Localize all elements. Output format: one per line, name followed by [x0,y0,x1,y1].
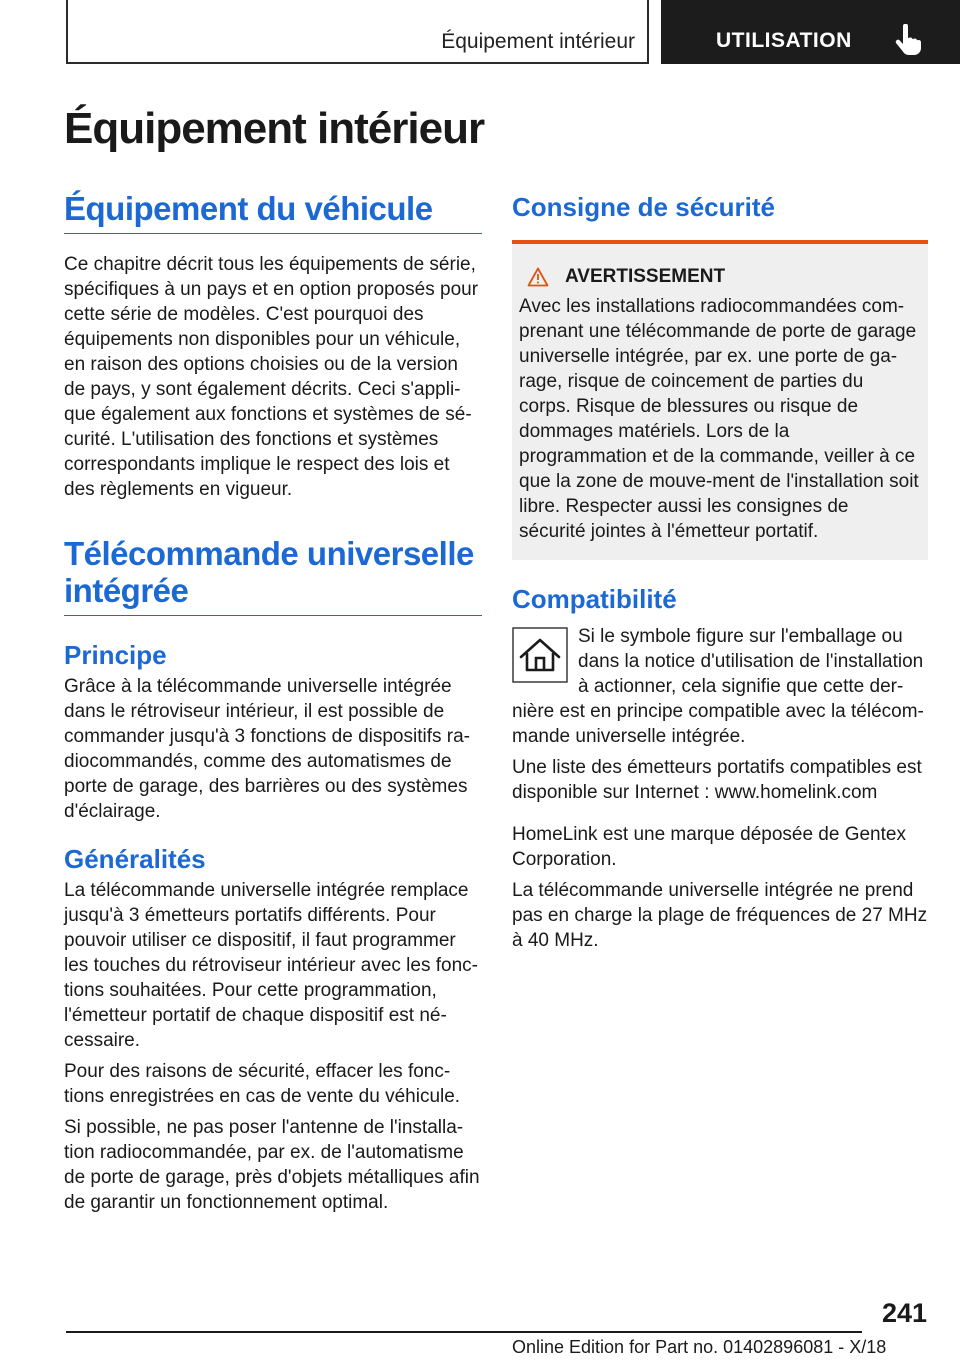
general-heading: Généralités [64,844,206,874]
section-label: Équipement intérieur [441,30,635,53]
frequency-text: La télécommande universelle intégrée ne prend pas en charge la plage de fréquences de 27 MHz à 40 MHz. [512,880,928,951]
safety-heading: Consigne de sécurité [512,192,775,222]
warning-triangle-icon [527,267,549,287]
trademark-text: HomeLink est une marque déposée de Gentex Corporation. [512,824,906,870]
warning-title: AVERTISSEMENT [565,266,726,287]
footer-divider [66,1331,862,1333]
universal-remote-heading: Télécommande universelle intégrée [64,535,482,616]
general-text-2: Pour des raisons de sécurité, effacer les fonc‐tions enregistrées en cas de vente du véhicule. [64,1061,461,1107]
general-text-3: Si possible, ne pas poser l'antenne de l'installa‐tion radiocommandée, par ex. de l'automatisme de porte de garage, près d'objets métalliques afin de garantir un fonctionnement optimal. [64,1117,480,1213]
compatibility-text: Si le symbole figure sur l'emballage ou dans la notice d'utilisation de l'installation à actionner, cela signifie que cette der‐nière est en principe compatible avec la télécom‐mande universelle intégrée. [512,626,924,747]
vehicle-equipment-text: Ce chapitre décrit tous les équipements de série, spécifiques à un pays et en option proposés pour cette série de modèles. C'est pourquoi des équipements non disponibles pour un véhicule, en raison des options choisies ou de la version de pays, y sont également décrits. Ceci s'appli‐que également aux fonctions et systèmes de sé‐curité. L'utilisation des fonctions et systèmes correspondants implique le respect des lois et des règlements en vigueur. [64,254,479,500]
pointing-hand-icon [893,24,923,56]
edition-text: Online Edition for Part no. 01402896081 - X/18 [512,1337,887,1357]
general-text-1: La télécommande universelle intégrée remplace jusqu'à 3 émetteurs portatifs différents. Pour pouvoir utiliser ce dispositif, il faut programmer les touches du rétroviseur intérieur avec les fonc‐tions souhaitées. Pour cette programmation, l'émetteur portatif de chaque dispositif est né‐cessaire. [64,880,478,1051]
section-tab [66,0,649,64]
compatibility-block [512,624,928,749]
page-number: 241 [882,1298,928,1328]
principle-text: Grâce à la télécommande universelle intégrée dans le rétroviseur intérieur, il est possible de commander jusqu'à 3 fonctions de dispositifs ra‐diocommandés, comme des automatismes de porte de garage, des barrières ou des systèmes d'éclairage. [64,676,470,822]
left-column [64,190,482,1215]
warning-text: Avec les installations radiocommandées com‐prenant une télécommande de porte de garage universelle intégrée, par ex. une porte de ga‐rage, risque de coincement de parties du corps. Risque de blessures ou risque de dommages matériels. Lors de la programmation et de la commande, veiller à ce que la zone de mouve‐ment de l'installation soit libre. Respecter aussi les consignes de sécurité jointes à l'émetteur portatif. [519,296,919,542]
chapter-label: UTILISATION [716,29,852,52]
warning-header [519,266,920,288]
homelink-house-icon [512,627,568,683]
compatible-list-text: Une liste des émetteurs portatifs compatibles est disponible sur Internet : www.homelink.com [512,757,922,803]
right-column [512,190,928,953]
principle-heading: Principe [64,640,167,670]
compatibility-heading: Compatibilité [512,584,677,614]
chapter-tab [661,0,960,64]
vehicle-equipment-heading: Équipement du véhicule [64,190,482,234]
warning-box [512,240,928,560]
page-title: Équipement intérieur [64,104,485,153]
